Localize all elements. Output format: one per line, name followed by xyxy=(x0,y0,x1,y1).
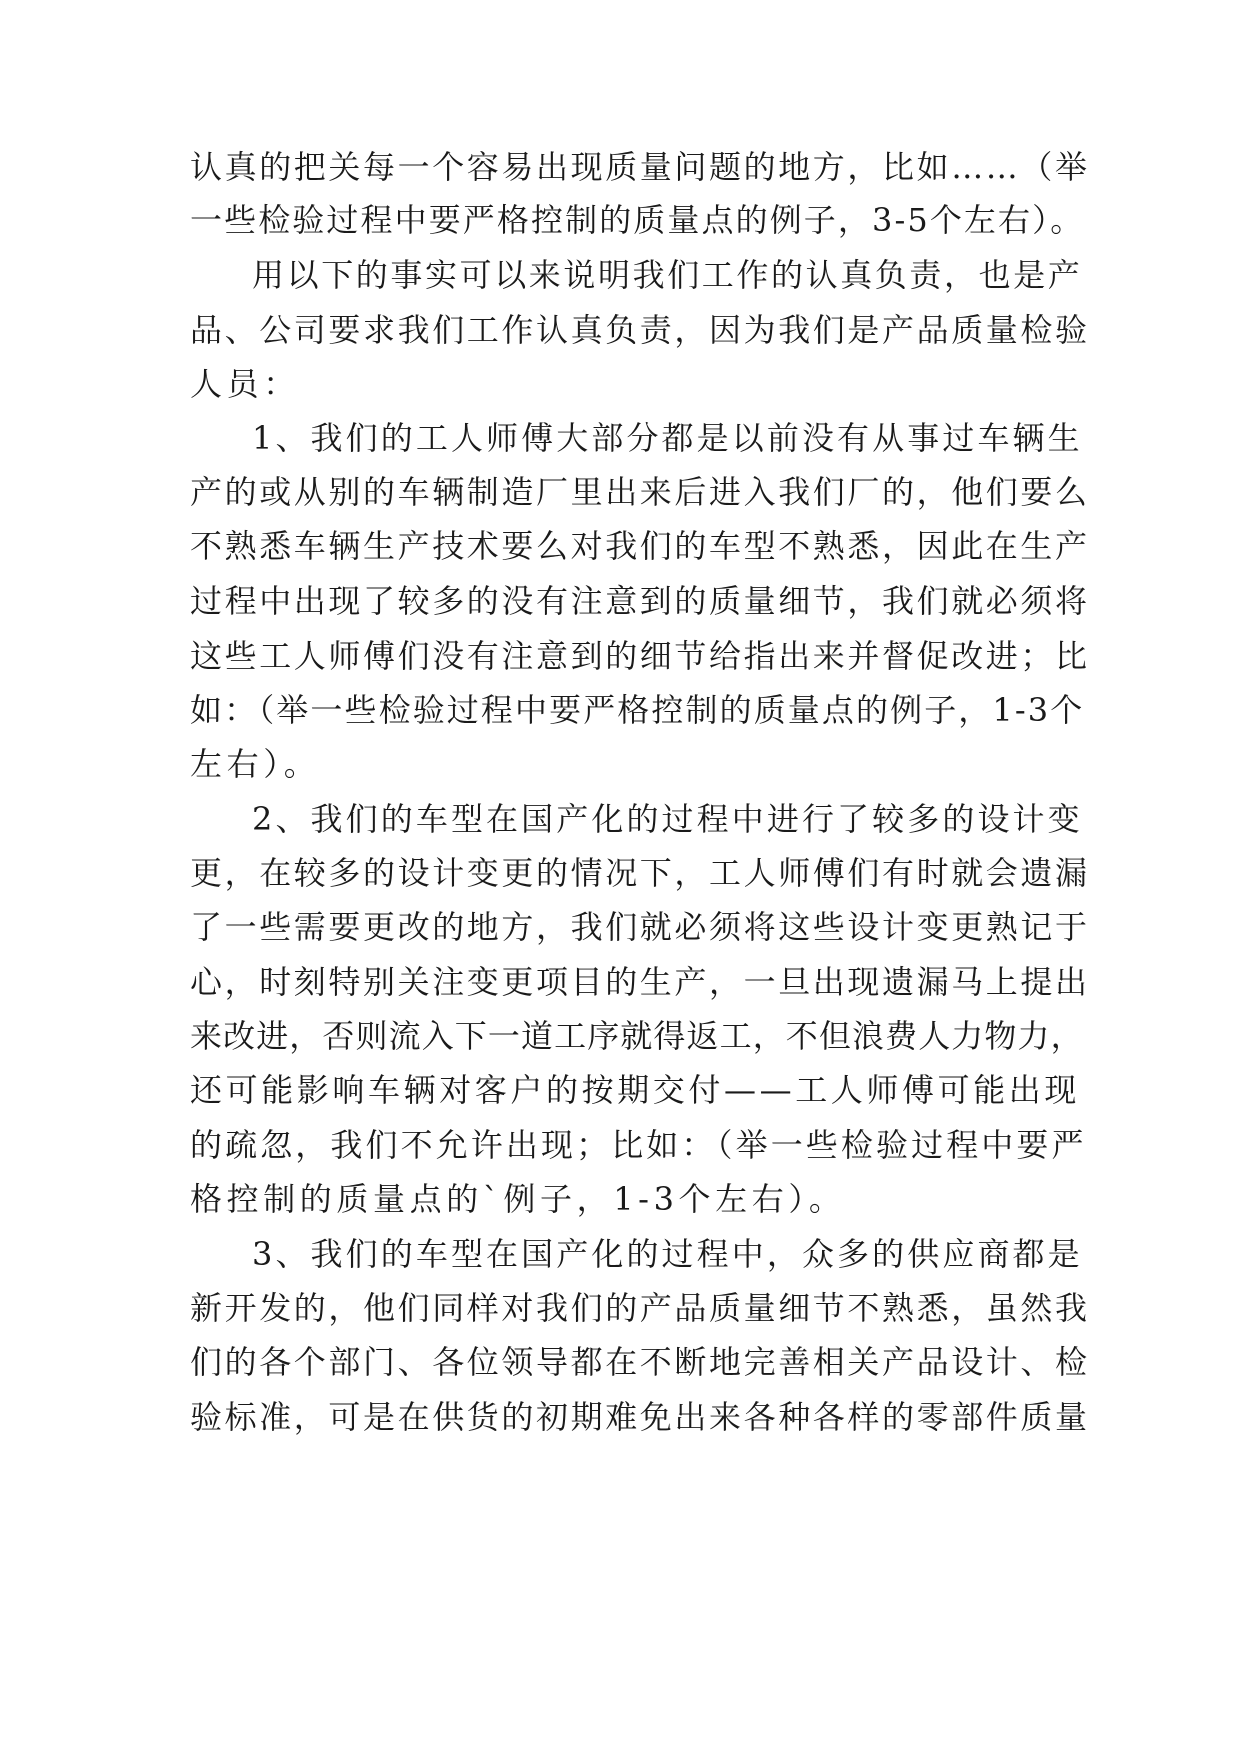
text-line: 过程中出现了较多的没有注意到的质量细节，我们就必须将 xyxy=(190,582,1090,620)
text-line: 产的或从别的车辆制造厂里出来后进入我们厂的，他们要么 xyxy=(190,473,1090,511)
text-line: 的疏忽，我们不允许出现；比如：（举一些检验过程中要严 xyxy=(190,1126,1087,1164)
text-line: 更，在较多的设计变更的情况下，工人师傅们有时就会遗漏 xyxy=(190,854,1090,892)
text-line: 不熟悉车辆生产技术要么对我们的车型不熟悉，因此在生产 xyxy=(190,527,1090,565)
text-line: 左右）。 xyxy=(190,745,321,783)
text-line: 验标准，可是在供货的初期难免出来各种各样的零部件质量 xyxy=(190,1398,1090,1436)
text-line: 们的各个部门、各位领导都在不断地完善相关产品设计、检 xyxy=(190,1343,1090,1381)
text-line: 还可能影响车辆对客户的按期交付——工人师傅可能出现 xyxy=(190,1071,1081,1109)
text-line: 这些工人师傅们没有注意到的细节给指出来并督促改进；比 xyxy=(190,637,1090,675)
text-line: 如：（举一些检验过程中要严格控制的质量点的例子，1-3个 xyxy=(190,691,1085,729)
text-line: 新开发的，他们同样对我们的产品质量细节不熟悉，虽然我 xyxy=(190,1289,1090,1327)
text-line: 品、公司要求我们工作认真负责，因为我们是产品质量检验 xyxy=(190,311,1090,349)
text-line: 人员： xyxy=(190,365,300,403)
text-line: 认真的把关每一个容易出现质量问题的地方，比如……（举 xyxy=(190,148,1090,186)
text-line: 心，时刻特别关注变更项目的生产，一旦出现遗漏马上提出 xyxy=(190,963,1090,1001)
text-line: 来改进，否则流入下一道工序就得返工，不但浪费人力物力， xyxy=(190,1017,1084,1055)
paragraph-first-line: 用以下的事实可以来说明我们工作的认真负责，也是产 xyxy=(252,256,1083,294)
paragraph-first-line: 1、我们的工人师傅大部分都是以前没有从事过车辆生 xyxy=(252,419,1083,457)
text-line: 了一些需要更改的地方，我们就必须将这些设计变更熟记于 xyxy=(190,908,1090,946)
text-line: 一些检验过程中要严格控制的质量点的例子，3-5个左右）。 xyxy=(190,201,1085,239)
text-line: 格控制的质量点的`例子，1-3个左右）。 xyxy=(190,1180,846,1218)
paragraph-first-line: 2、我们的车型在国产化的过程中进行了较多的设计变 xyxy=(252,800,1083,838)
paragraph-first-line: 3、我们的车型在国产化的过程中，众多的供应商都是 xyxy=(252,1235,1083,1273)
